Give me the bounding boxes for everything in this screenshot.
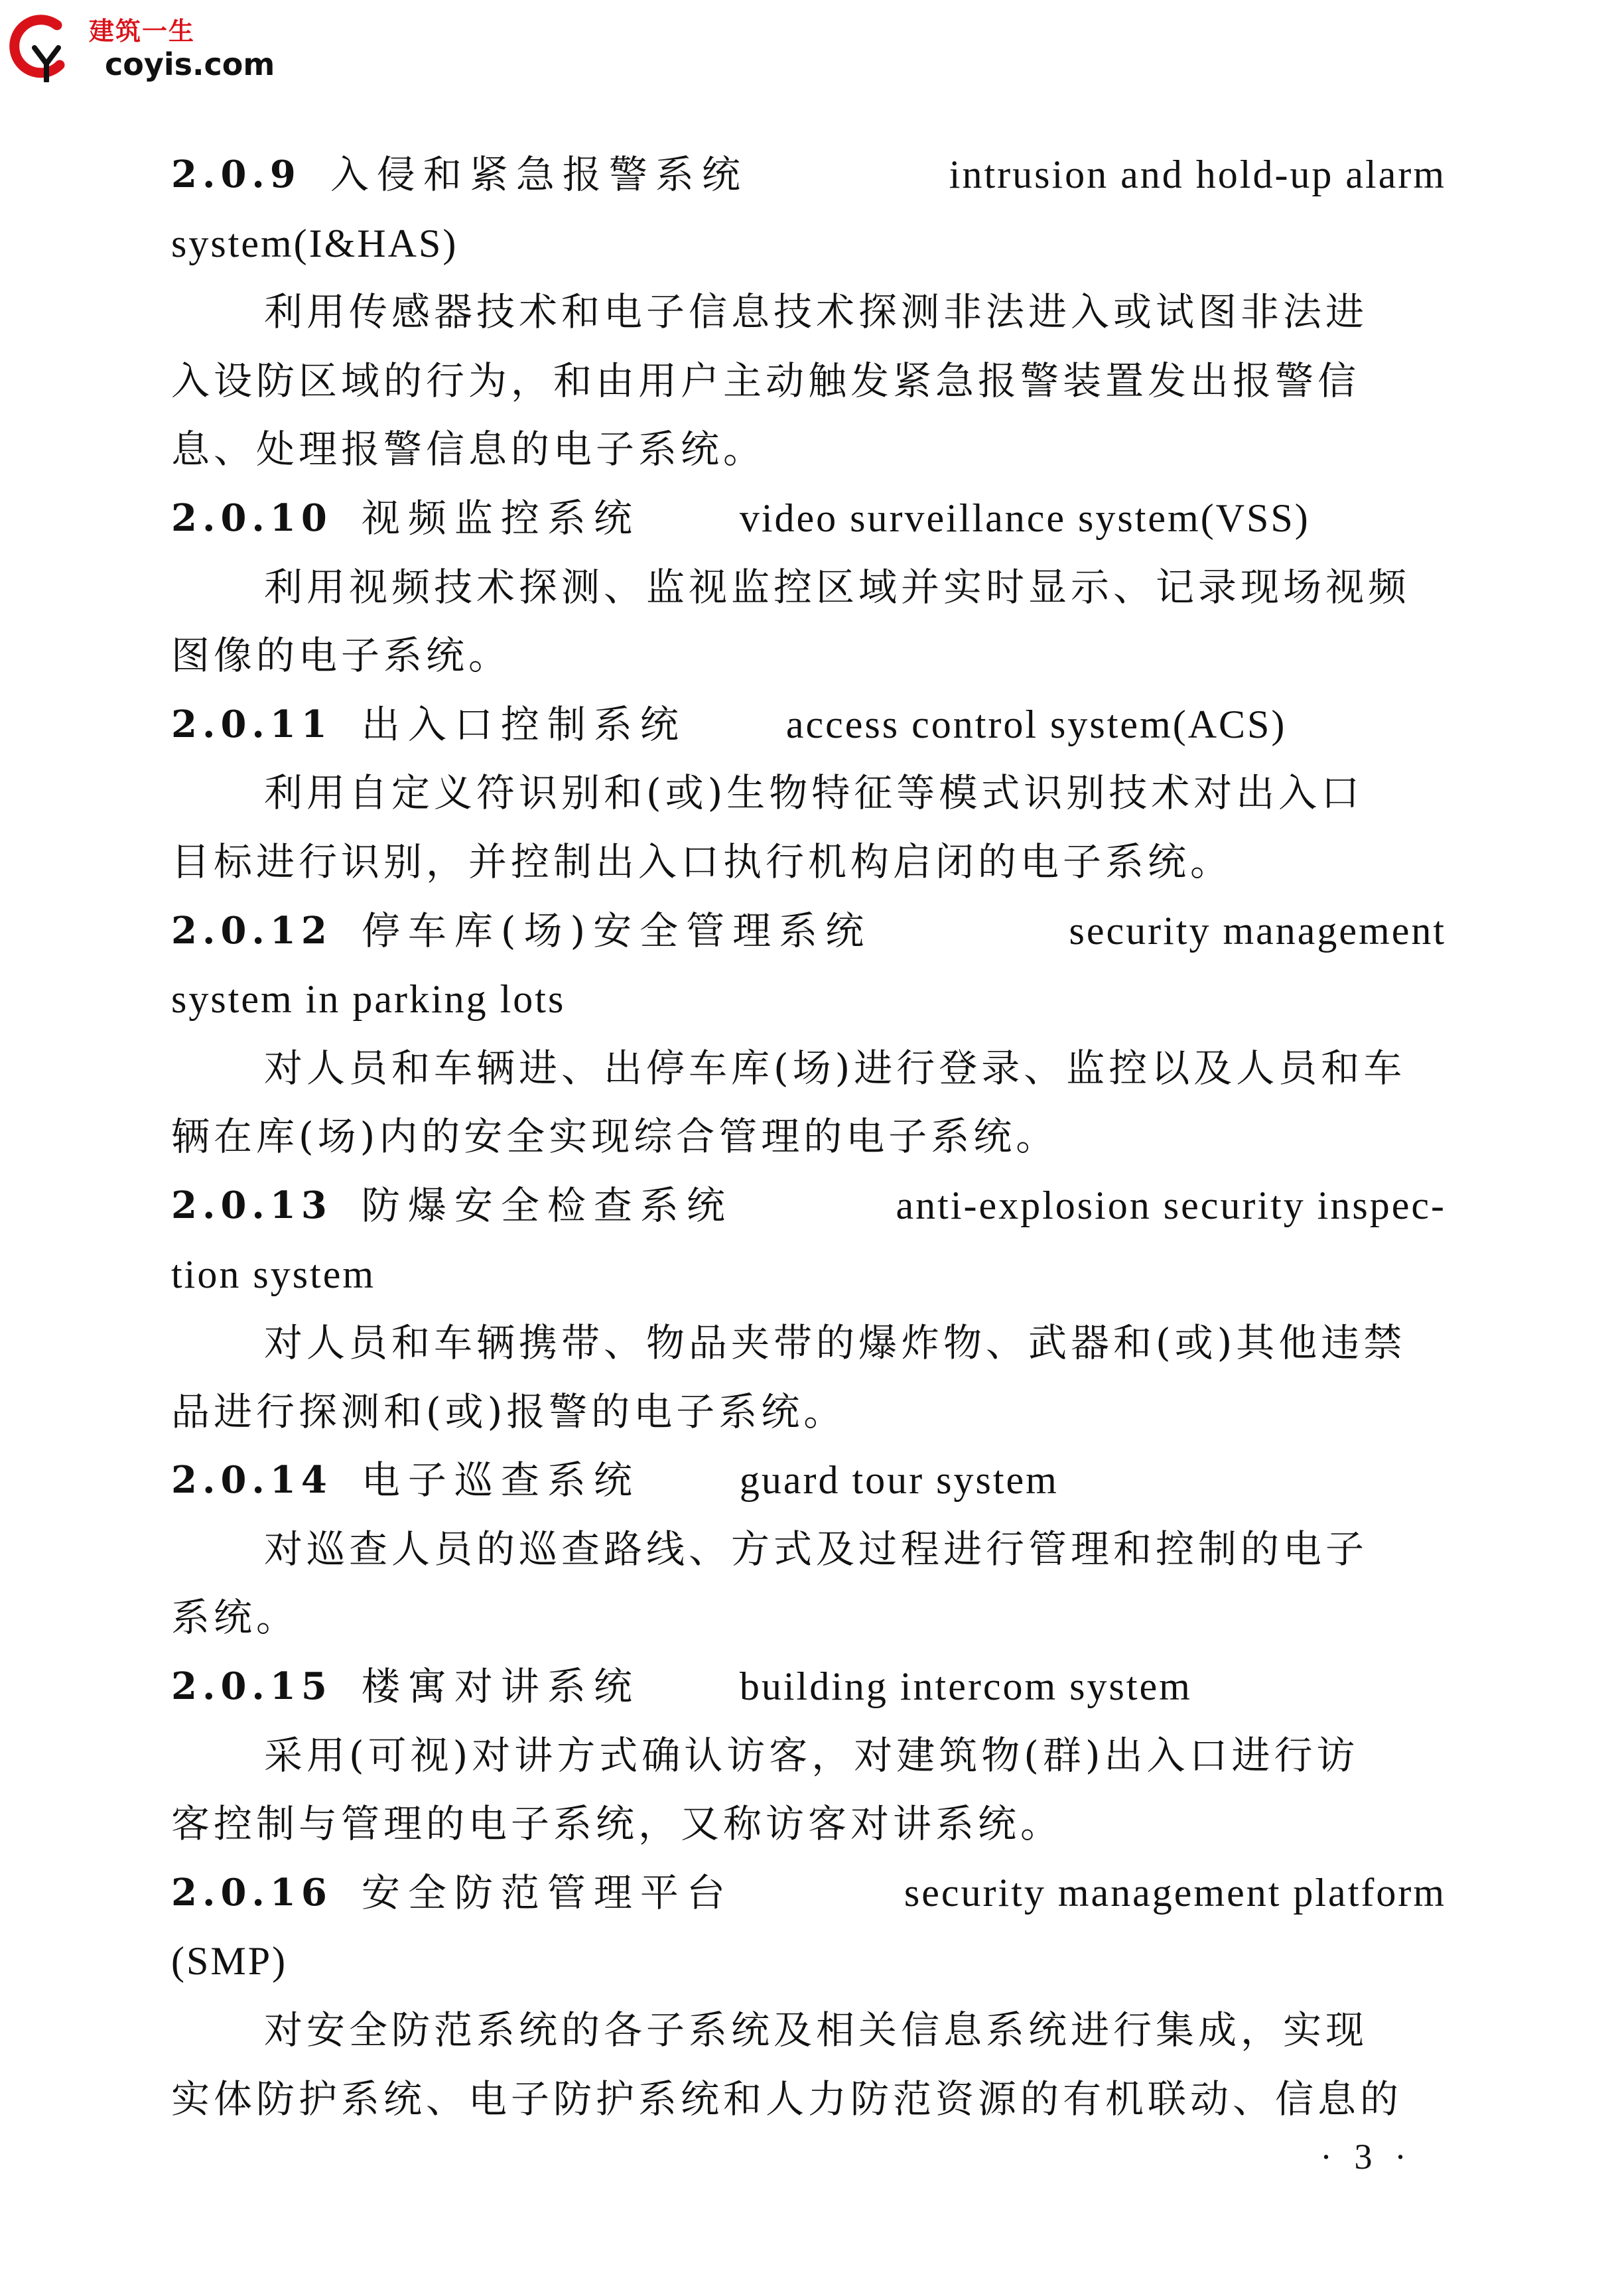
- term-heading: [171, 1446, 1446, 1515]
- term-english-continued: system(I&HAS): [171, 221, 458, 265]
- term-number: 2.0.10: [171, 496, 332, 540]
- term-number: 2.0.11: [171, 702, 332, 746]
- term-number: 2.0.13: [171, 1183, 332, 1227]
- term-heading: [171, 1859, 1446, 1928]
- definition-line: 采用(可视)对讲方式确认访客，对建筑物(群)出入口进行访: [264, 1732, 1359, 1778]
- term-english-continued: tion system: [171, 1252, 376, 1296]
- term-heading: [171, 691, 1446, 760]
- term-number: 2.0.14: [171, 1458, 332, 1503]
- watermark-url: coyis.com: [105, 46, 275, 82]
- definition-line: 客控制与管理的电子系统，又称访客对讲系统。: [171, 1801, 1063, 1847]
- term-number: 2.0.15: [171, 1664, 332, 1709]
- term-english: intrusion and hold-up alarm: [949, 153, 1446, 196]
- term-chinese: 入侵和紧急报警系统: [330, 152, 748, 197]
- term-heading: [171, 1172, 1446, 1241]
- definition-line: 对人员和车辆携带、物品夹带的爆炸物、武器和(或)其他违禁: [264, 1320, 1406, 1366]
- term-english: building intercom system: [739, 1664, 1192, 1709]
- definition-line: 对巡查人员的巡查路线、方式及过程进行管理和控制的电子: [264, 1526, 1369, 1572]
- definition-line: 系统。: [171, 1595, 299, 1641]
- term-number: 2.0.16: [171, 1870, 332, 1915]
- definition-line: 目标进行识别，并控制出入口执行机构启闭的电子系统。: [171, 839, 1233, 884]
- definition-line: 辆在库(场)内的安全实现综合管理的电子系统。: [171, 1114, 1059, 1160]
- term-chinese: 楼寓对讲系统: [361, 1664, 640, 1710]
- watermark: [5, 9, 284, 89]
- term-chinese: 视频监控系统: [361, 495, 640, 541]
- term-heading: [171, 897, 1446, 966]
- definition-line: 息、处理报警信息的电子系统。: [171, 427, 766, 472]
- site-logo-icon: [5, 9, 78, 82]
- term-chinese: 安全防范管理平台: [361, 1869, 733, 1915]
- term-chinese: 出入口控制系统: [361, 701, 687, 747]
- term-heading: [171, 141, 1446, 210]
- definition-line: 对安全防范系统的各子系统及相关信息系统进行集成，实现: [264, 2007, 1369, 2053]
- term-heading: [171, 484, 1446, 553]
- watermark-chinese-text: 建筑一生: [89, 17, 196, 46]
- term-english: access control system(ACS): [785, 702, 1287, 746]
- definition-line: 图像的电子系统。: [171, 633, 511, 679]
- definition-line: 实体防护系统、电子防护系统和人力防范资源的有机联动、信息的: [171, 2076, 1403, 2122]
- definition-line: 入设防区域的行为，和由用户主动触发紧急报警装置发出报警信: [171, 358, 1361, 403]
- term-chinese: 停车库(场)安全管理系统: [361, 908, 872, 953]
- definition-line: 对人员和车辆进、出停车库(场)进行登录、监控以及人员和车: [264, 1045, 1406, 1091]
- term-number: 2.0.9: [171, 153, 301, 196]
- term-english: anti-explosion security inspec-: [896, 1183, 1446, 1227]
- term-heading: [171, 1653, 1446, 1722]
- definition-line: 利用视频技术探测、监视监控区域并实时显示、记录现场视频: [264, 564, 1411, 610]
- document-body: [171, 141, 1446, 2133]
- term-english: security management: [1069, 908, 1446, 953]
- term-english: guard tour system: [739, 1458, 1059, 1503]
- term-english-continued: (SMP): [171, 1939, 288, 1984]
- definition-line: 利用自定义符识别和(或)生物特征等模式识别技术对出入口: [264, 770, 1364, 816]
- term-chinese: 电子巡查系统: [361, 1457, 640, 1503]
- term-english: security management platform: [904, 1870, 1446, 1915]
- term-number: 2.0.12: [171, 908, 332, 953]
- term-chinese: 防爆安全检查系统: [361, 1182, 733, 1228]
- definition-line: 品进行探测和(或)报警的电子系统。: [171, 1388, 846, 1434]
- page-number: · 3 ·: [1320, 2137, 1413, 2177]
- term-english: video surveillance system(VSS): [739, 496, 1310, 540]
- definition-line: 利用传感器技术和电子信息技术探测非法进入或试图非法进: [264, 289, 1369, 335]
- term-english-continued: system in parking lots: [171, 977, 566, 1022]
